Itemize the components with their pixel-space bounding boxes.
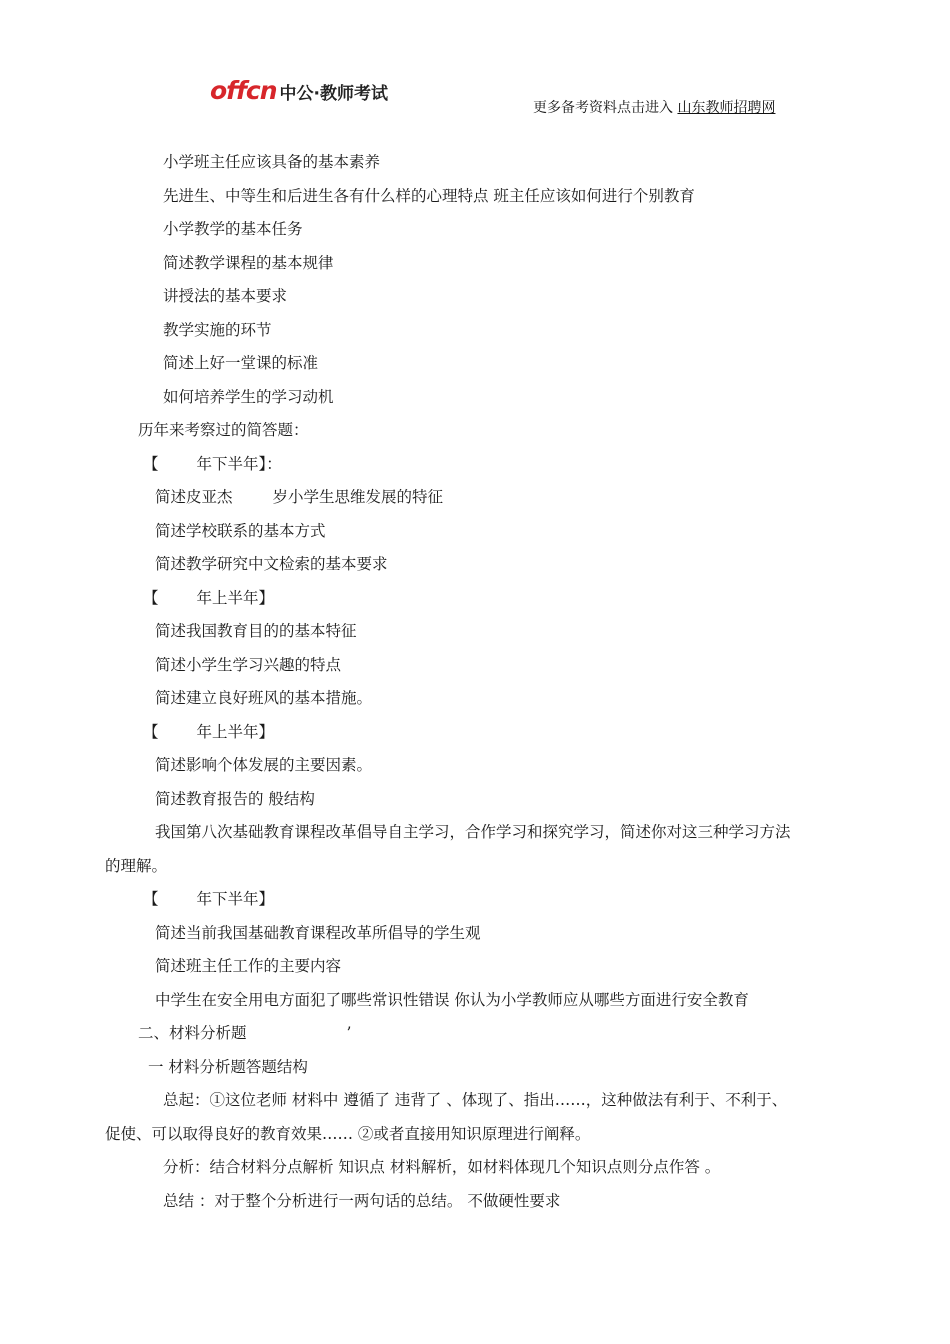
header-promo — [533, 97, 775, 117]
text-line: 简述小学生学习兴趣的特点 — [155, 655, 342, 674]
text-line: 中学生在安全用电方面犯了哪些常识性错误 你认为小学教师应从哪些方面进行安全教育 — [155, 990, 749, 1009]
text-segment: 年下半年】： — [196, 454, 282, 473]
text-line: 简述当前我国基础教育课程改革所倡导的学生观 — [155, 923, 481, 942]
text-line: 总结 ：对于整个分析进行一两句话的总结。 不做硬性要求 — [163, 1191, 561, 1210]
text-line: 简述建立良好班风的基本措施。 — [155, 689, 373, 707]
text-line: 讲授法的基本要求 — [163, 287, 288, 305]
text-line: 如何培养学生的学习动机 — [163, 387, 334, 406]
text-segment: 【 — [143, 722, 159, 741]
text-segment: 年上半年】 — [196, 588, 275, 607]
offcn-logo[interactable] — [210, 76, 388, 106]
text-line: 简述班主任工作的主要内容 — [155, 957, 342, 975]
text-line: 简述教学课程的基本规律 — [163, 253, 334, 272]
text-line: 的理解。 — [105, 856, 168, 875]
text-line: 教学实施的环节 — [163, 320, 272, 339]
text-line: 小学教学的基本任务 — [163, 220, 303, 238]
text-segment: 二、材料分析题 — [138, 1024, 247, 1042]
text-segment: ’ — [346, 1024, 352, 1042]
text-line — [143, 888, 274, 910]
text-line: 简述教育报告的 般结构 — [155, 789, 315, 808]
text-line: 我国第八次基础教育课程改革倡导自主学习，合作学习和探究学习，简述你对这三种学习方法 — [155, 823, 791, 841]
text-line: 一 材料分析题答题结构 — [148, 1057, 308, 1076]
text-line: 简述影响个体发展的主要因素。 — [155, 756, 373, 774]
text-segment: 年下半年】 — [196, 890, 275, 908]
text-line — [143, 721, 274, 743]
text-line: 小学班主任应该具备的基本素养 — [163, 153, 381, 171]
header-more-text: 更多备考资料点击进入 — [533, 100, 673, 116]
text-segment: 简述皮亚杰 — [155, 488, 233, 506]
logo-subtitle: 中公·教师考试 — [279, 84, 389, 104]
text-line: 简述学校联系的基本方式 — [155, 521, 326, 540]
text-segment: 年上半年】 — [196, 722, 275, 741]
text-segment: 【 — [143, 890, 159, 908]
text-line — [143, 453, 282, 475]
text-line — [138, 1022, 351, 1044]
text-segment: 【 — [143, 588, 159, 607]
text-line: 先进生、中等生和后进生各有什么样的心理特点 班主任应该如何进行个别教育 — [163, 186, 695, 205]
text-line: 总起：①这位老师 材料中 遵循了 违背了 、体现了、指出……，这种做法有利于、不利于、 — [163, 1091, 788, 1109]
text-line: 促使、可以取得良好的教育效果…… ②或者直接用知识原理进行阐释。 — [105, 1124, 591, 1143]
logo-brand: offcn — [210, 76, 277, 105]
text-line: 简述上好一堂课的标准 — [163, 354, 319, 372]
text-segment: 岁小学生思维发展的特征 — [272, 488, 444, 506]
text-line: 历年来考察过的简答题： — [138, 421, 309, 439]
text-line: 简述教学研究中文检索的基本要求 — [155, 555, 388, 573]
text-line — [155, 486, 443, 508]
text-line: 简述我国教育目的的基本特征 — [155, 622, 357, 640]
text-line: 分析：结合材料分点解析 知识点 材料解析，如材料体现几个知识点则分点作答 。 — [163, 1158, 721, 1176]
text-segment: 【 — [143, 454, 159, 473]
header-link-shandong[interactable]: 山东教师招聘网 — [677, 100, 776, 116]
text-line — [143, 587, 274, 609]
